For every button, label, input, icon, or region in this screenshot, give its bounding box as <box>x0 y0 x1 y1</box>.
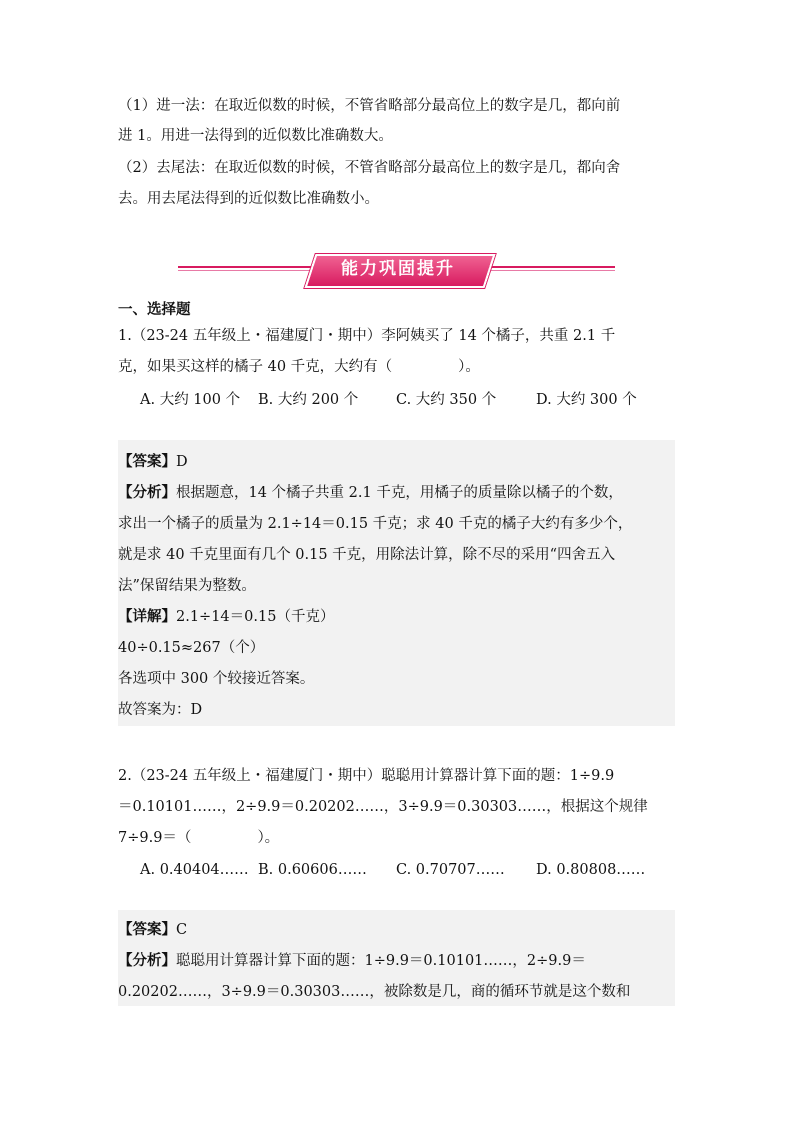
q2-option-b: B. 0.60606…… <box>258 862 367 878</box>
a1-detail-3: 各选项中 300 个较接近答案。 <box>118 671 315 687</box>
a2-analysis-2: 0.20202……，3÷9.9＝0.30303……，被除数是几，商的循环节就是这个数和 <box>118 984 631 1000</box>
answer-value: C <box>176 922 188 938</box>
q2-stem: 7÷9.9＝（ <box>118 830 192 846</box>
section-title: 一、选择题 <box>118 302 191 318</box>
analysis-text: 根据题意，14 个橘子共重 2.1 千克，用橘子的质量除以橘子的个数， <box>176 485 623 501</box>
a1-analysis-4: 法”保留结果为整数。 <box>118 578 256 594</box>
a1-detail-4: 故答案为：D <box>118 702 203 718</box>
intro-line-2: 进 1。用进一法得到的近似数比准确数大。 <box>118 128 393 144</box>
q2-option-c: C. 0.70707…… <box>396 862 505 878</box>
analysis-text: 聪聪用计算器计算下面的题：1÷9.9＝0.10101……，2÷9.9＝ <box>176 953 586 969</box>
q2-stem-end: ）。 <box>257 830 280 846</box>
a1-answer <box>118 452 188 472</box>
q2-option-d: D. 0.80808…… <box>536 862 646 878</box>
intro-line-4: 去。用去尾法得到的近似数比准确数小。 <box>118 191 379 207</box>
q1-option-b: B. 大约 200 个 <box>258 392 359 408</box>
answer-value: D <box>176 454 188 470</box>
q1-line-2 <box>118 357 480 377</box>
a2-analysis-1 <box>118 951 586 971</box>
q2-line-2: ＝0.10101……，2÷9.9＝0.20202……，3÷9.9＝0.30303……，根据这个规律 <box>118 799 648 815</box>
detail-tag: 【详解】 <box>118 609 176 625</box>
a1-analysis-1 <box>118 483 623 503</box>
detail-text: 2.1÷14＝0.15（千克） <box>176 609 335 625</box>
answer-box-2 <box>118 910 675 1006</box>
answer-tag: 【答案】 <box>118 922 176 938</box>
answer-box-1 <box>118 440 675 726</box>
a1-detail-2: 40÷0.15≈267（个） <box>118 640 265 656</box>
analysis-tag: 【分析】 <box>118 485 176 501</box>
q1-option-a: A. 大约 100 个 <box>140 392 241 408</box>
a1-analysis-2: 求出一个橘子的质量为 2.1÷14＝0.15 千克；求 40 千克的橘子大约有多少个， <box>118 516 633 532</box>
q1-option-c: C. 大约 350 个 <box>396 392 497 408</box>
a1-analysis-3: 就是求 40 千克里面有几个 0.15 千克，用除法计算，除不尽的采用“四舍五入 <box>118 547 616 563</box>
q1-stem: 克，如果买这样的橘子 40 千克，大约有（ <box>118 359 393 375</box>
a2-answer <box>118 920 187 940</box>
q1-line-1: 1.（23-24 五年级上・福建厦门・期中）李阿姨买了 14 个橘子，共重 2.1 千 <box>118 328 616 344</box>
q2-line-1: 2.（23-24 五年级上・福建厦门・期中）聪聪用计算器计算下面的题：1÷9.9 <box>118 768 615 784</box>
q1-option-d: D. 大约 300 个 <box>536 392 637 408</box>
intro-line-3: （2）去尾法：在取近似数的时候，不管省略部分最高位上的数字是几，都向舍 <box>118 160 621 176</box>
analysis-tag: 【分析】 <box>118 953 176 969</box>
q1-stem-end: ）。 <box>458 359 480 375</box>
intro-line-1: （1）进一法：在取近似数的时候，不管省略部分最高位上的数字是几，都向前 <box>118 98 621 114</box>
a1-detail-1 <box>118 607 334 627</box>
answer-tag: 【答案】 <box>118 454 176 470</box>
q2-option-a: A. 0.40404…… <box>140 862 249 878</box>
banner-title: 能力巩固提升 <box>341 259 455 279</box>
section-banner <box>178 252 615 288</box>
q2-line-3 <box>118 828 279 848</box>
